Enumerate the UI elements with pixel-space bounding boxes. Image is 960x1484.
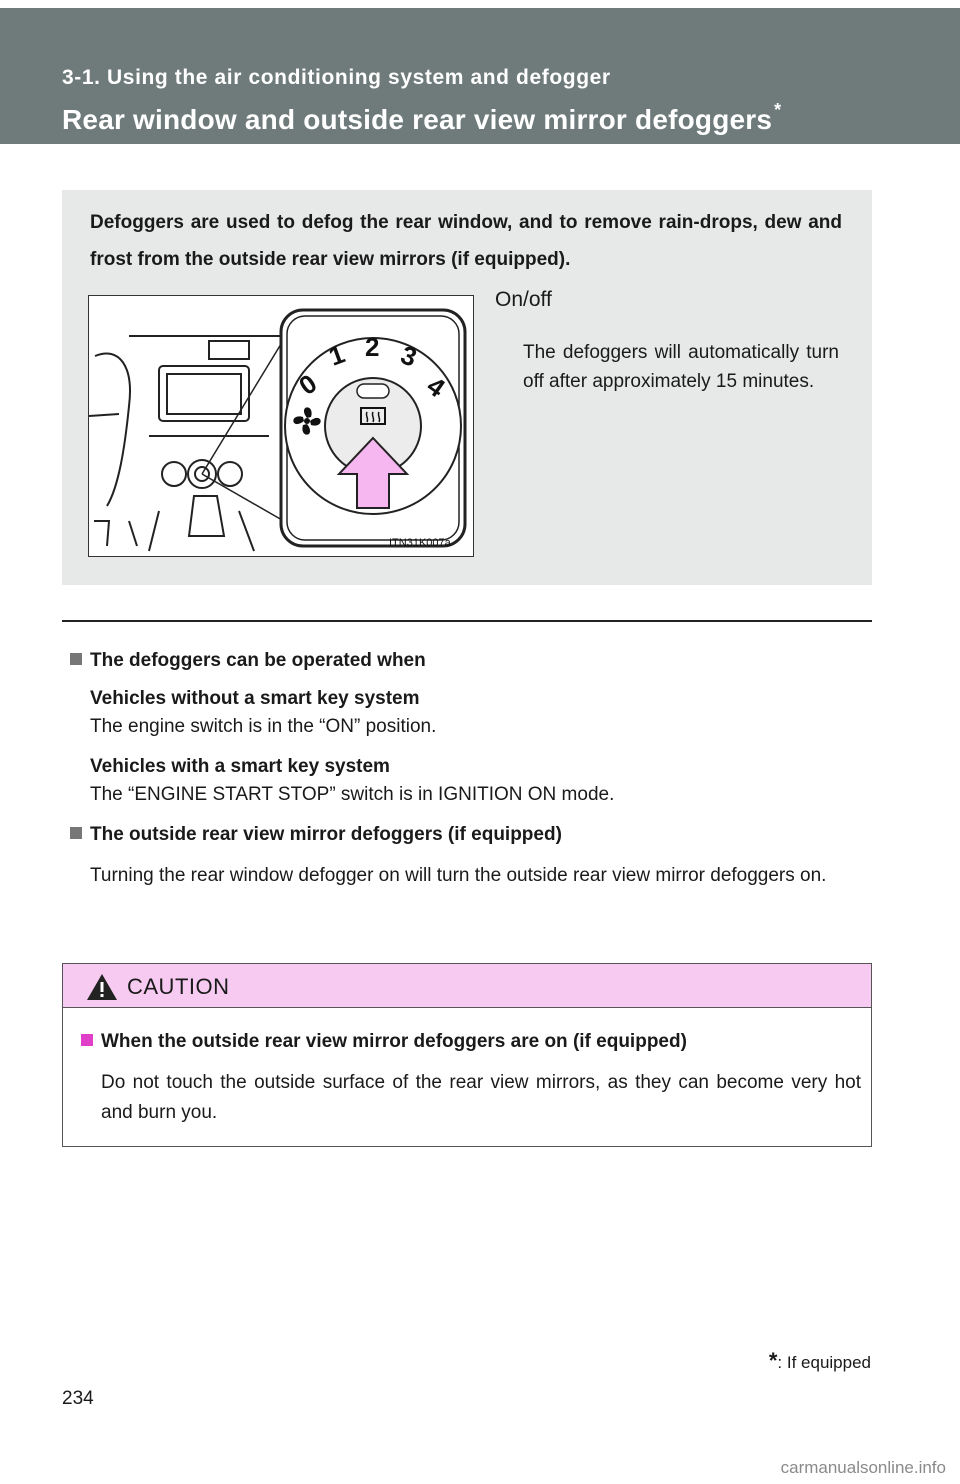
- intro-box: [62, 190, 872, 585]
- warning-triangle-icon: [85, 972, 119, 1002]
- note-text-mirror-defoggers: Turning the rear window defogger on will turn the outside rear view mirror defoggers on.: [90, 865, 827, 886]
- if-equipped-mark: *: [774, 100, 782, 120]
- footnote: [769, 1348, 871, 1374]
- caution-header: [63, 964, 871, 1008]
- dial-number-2: 2: [365, 332, 380, 362]
- caution-box: [62, 963, 872, 1147]
- note-heading-operation: The defoggers can be operated when: [70, 647, 862, 675]
- dial-number-3: 3: [396, 339, 421, 373]
- bullet-square-icon: [70, 653, 82, 665]
- defogger-button-indicator: [357, 384, 389, 398]
- dial-number-0: 0: [293, 368, 323, 401]
- section-divider: [62, 620, 872, 622]
- intro-text: Defoggers are used to defog the rear window, and to remove rain-drops, dew and frost from the outside rear view mirrors (if equipped).: [90, 212, 842, 270]
- bullet-square-icon: [70, 827, 82, 839]
- dashboard-illustration: [89, 296, 473, 556]
- caution-body: [81, 1028, 861, 1128]
- caution-text: Do not touch the outside surface of the rear view mirrors, as they can become very hot and burn you.: [101, 1072, 861, 1123]
- notes-section: [70, 647, 862, 891]
- defogger-illustration: [88, 295, 474, 557]
- dial-number-4: 4: [421, 370, 451, 404]
- steering-wheel-shape: [95, 353, 130, 506]
- note-text-without-smart-key: The engine switch is in the “ON” position.: [90, 716, 437, 737]
- bullet-square-icon: [81, 1034, 93, 1046]
- knob-right: [218, 462, 242, 486]
- note-heading-mirror-defoggers: The outside rear view mirror defoggers (if equipped): [70, 821, 862, 849]
- note-text-with-smart-key: The “ENGINE START STOP” switch is in IGNITION ON mode.: [90, 784, 615, 805]
- note-label-without-smart-key: Vehicles without a smart key system: [90, 688, 420, 709]
- page-number: 234: [62, 1388, 94, 1409]
- illustration-code: ITN31K007a: [389, 537, 451, 549]
- dial-number-1: 1: [324, 338, 349, 372]
- footnote-text: : If equipped: [777, 1353, 871, 1372]
- knob-left: [162, 462, 186, 486]
- caution-title: CAUTION: [127, 974, 230, 999]
- chapter-header: [0, 8, 960, 144]
- watermark: carmanualsonline.info: [780, 1458, 946, 1477]
- asterisk-icon: *: [768, 1348, 778, 1373]
- onoff-text: The defoggers will automatically turn off after approximately 15 minutes.: [523, 342, 839, 392]
- note-label-with-smart-key: Vehicles with a smart key system: [90, 756, 390, 777]
- onoff-heading: On/off: [495, 288, 552, 311]
- section-title: 3-1. Using the air conditioning system and defogger: [62, 66, 611, 89]
- page-title-text: Rear window and outside rear view mirror defoggers: [62, 104, 773, 135]
- page-title: [62, 100, 782, 136]
- caution-heading: When the outside rear view mirror defoggers are on (if equipped): [81, 1028, 861, 1056]
